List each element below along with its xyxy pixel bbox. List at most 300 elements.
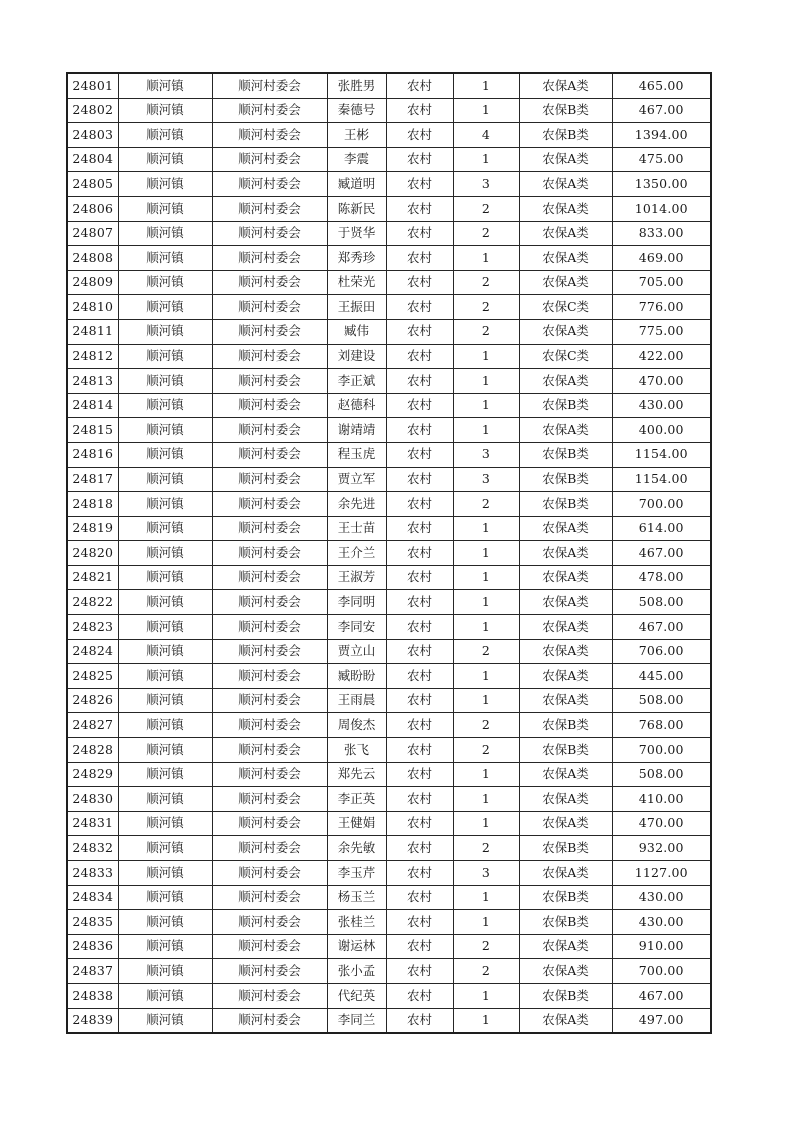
table-row [67, 959, 711, 984]
area-type-cell: 农村 [386, 196, 453, 221]
table-row [67, 295, 711, 320]
amount-cell: 430.00 [612, 910, 711, 935]
record-id-cell: 24837 [67, 959, 118, 984]
household-count-cell: 1 [453, 1008, 519, 1033]
amount-cell: 410.00 [612, 787, 711, 812]
record-id-cell: 24802 [67, 98, 118, 123]
town-cell: 顺河镇 [118, 639, 212, 664]
table-row [67, 713, 711, 738]
area-type-cell: 农村 [386, 295, 453, 320]
record-id-cell: 24830 [67, 787, 118, 812]
village-committee-cell: 顺河村委会 [212, 762, 327, 787]
record-id-cell: 24827 [67, 713, 118, 738]
household-count-cell: 1 [453, 246, 519, 271]
record-id-cell: 24825 [67, 664, 118, 689]
table-row [67, 492, 711, 517]
insurance-category-cell: 农保A类 [519, 565, 612, 590]
record-id-cell: 24833 [67, 861, 118, 886]
amount-cell: 706.00 [612, 639, 711, 664]
household-count-cell: 1 [453, 541, 519, 566]
household-count-cell: 2 [453, 221, 519, 246]
area-type-cell: 农村 [386, 73, 453, 98]
person-name-cell: 王介兰 [327, 541, 386, 566]
household-count-cell: 1 [453, 885, 519, 910]
household-count-cell: 2 [453, 295, 519, 320]
area-type-cell: 农村 [386, 861, 453, 886]
area-type-cell: 农村 [386, 639, 453, 664]
town-cell: 顺河镇 [118, 172, 212, 197]
village-committee-cell: 顺河村委会 [212, 1008, 327, 1033]
record-id-cell: 24818 [67, 492, 118, 517]
household-count-cell: 4 [453, 123, 519, 148]
household-count-cell: 1 [453, 565, 519, 590]
person-name-cell: 王淑芳 [327, 565, 386, 590]
record-id-cell: 24816 [67, 442, 118, 467]
town-cell: 顺河镇 [118, 295, 212, 320]
village-committee-cell: 顺河村委会 [212, 861, 327, 886]
table-row [67, 762, 711, 787]
table-row [67, 910, 711, 935]
area-type-cell: 农村 [386, 246, 453, 271]
town-cell: 顺河镇 [118, 934, 212, 959]
household-count-cell: 1 [453, 910, 519, 935]
record-id-cell: 24826 [67, 688, 118, 713]
insurance-category-cell: 农保A类 [519, 369, 612, 394]
table-row [67, 98, 711, 123]
insurance-category-cell: 农保A类 [519, 688, 612, 713]
household-count-cell: 1 [453, 664, 519, 689]
table-row [67, 565, 711, 590]
area-type-cell: 农村 [386, 836, 453, 861]
town-cell: 顺河镇 [118, 73, 212, 98]
insurance-category-cell: 农保B类 [519, 123, 612, 148]
insurance-category-cell: 农保A类 [519, 516, 612, 541]
table-row [67, 615, 711, 640]
household-count-cell: 1 [453, 983, 519, 1008]
village-committee-cell: 顺河村委会 [212, 787, 327, 812]
town-cell: 顺河镇 [118, 983, 212, 1008]
area-type-cell: 农村 [386, 344, 453, 369]
amount-cell: 1154.00 [612, 467, 711, 492]
person-name-cell: 臧道明 [327, 172, 386, 197]
insurance-category-cell: 农保A类 [519, 615, 612, 640]
village-committee-cell: 顺河村委会 [212, 319, 327, 344]
area-type-cell: 农村 [386, 123, 453, 148]
village-committee-cell: 顺河村委会 [212, 983, 327, 1008]
household-count-cell: 1 [453, 762, 519, 787]
beneficiary-table [66, 72, 712, 1034]
area-type-cell: 农村 [386, 959, 453, 984]
household-count-cell: 1 [453, 369, 519, 394]
insurance-category-cell: 农保A类 [519, 1008, 612, 1033]
village-committee-cell: 顺河村委会 [212, 393, 327, 418]
person-name-cell: 李同兰 [327, 1008, 386, 1033]
area-type-cell: 农村 [386, 713, 453, 738]
area-type-cell: 农村 [386, 147, 453, 172]
insurance-category-cell: 农保A类 [519, 541, 612, 566]
town-cell: 顺河镇 [118, 246, 212, 271]
record-id-cell: 24805 [67, 172, 118, 197]
amount-cell: 700.00 [612, 492, 711, 517]
household-count-cell: 2 [453, 319, 519, 344]
record-id-cell: 24811 [67, 319, 118, 344]
amount-cell: 470.00 [612, 811, 711, 836]
record-id-cell: 24829 [67, 762, 118, 787]
town-cell: 顺河镇 [118, 1008, 212, 1033]
village-committee-cell: 顺河村委会 [212, 713, 327, 738]
amount-cell: 1394.00 [612, 123, 711, 148]
area-type-cell: 农村 [386, 565, 453, 590]
household-count-cell: 1 [453, 811, 519, 836]
insurance-category-cell: 农保A类 [519, 418, 612, 443]
town-cell: 顺河镇 [118, 467, 212, 492]
amount-cell: 478.00 [612, 565, 711, 590]
town-cell: 顺河镇 [118, 98, 212, 123]
village-committee-cell: 顺河村委会 [212, 73, 327, 98]
area-type-cell: 农村 [386, 738, 453, 763]
insurance-category-cell: 农保A类 [519, 73, 612, 98]
record-id-cell: 24806 [67, 196, 118, 221]
town-cell: 顺河镇 [118, 369, 212, 394]
insurance-category-cell: 农保B类 [519, 98, 612, 123]
insurance-category-cell: 农保A类 [519, 787, 612, 812]
table-row [67, 590, 711, 615]
person-name-cell: 于贤华 [327, 221, 386, 246]
insurance-category-cell: 农保A类 [519, 246, 612, 271]
record-id-cell: 24810 [67, 295, 118, 320]
town-cell: 顺河镇 [118, 319, 212, 344]
insurance-category-cell: 农保A类 [519, 196, 612, 221]
amount-cell: 430.00 [612, 393, 711, 418]
area-type-cell: 农村 [386, 541, 453, 566]
town-cell: 顺河镇 [118, 442, 212, 467]
amount-cell: 932.00 [612, 836, 711, 861]
insurance-category-cell: 农保A类 [519, 664, 612, 689]
person-name-cell: 贾立军 [327, 467, 386, 492]
amount-cell: 470.00 [612, 369, 711, 394]
insurance-category-cell: 农保C类 [519, 344, 612, 369]
village-committee-cell: 顺河村委会 [212, 246, 327, 271]
table-row [67, 418, 711, 443]
household-count-cell: 2 [453, 959, 519, 984]
household-count-cell: 1 [453, 73, 519, 98]
town-cell: 顺河镇 [118, 713, 212, 738]
household-count-cell: 1 [453, 418, 519, 443]
amount-cell: 776.00 [612, 295, 711, 320]
insurance-category-cell: 农保B类 [519, 393, 612, 418]
person-name-cell: 陈新民 [327, 196, 386, 221]
person-name-cell: 郑先云 [327, 762, 386, 787]
household-count-cell: 1 [453, 98, 519, 123]
record-id-cell: 24819 [67, 516, 118, 541]
record-id-cell: 24817 [67, 467, 118, 492]
household-count-cell: 2 [453, 492, 519, 517]
person-name-cell: 李同明 [327, 590, 386, 615]
record-id-cell: 24809 [67, 270, 118, 295]
record-id-cell: 24822 [67, 590, 118, 615]
table-row [67, 664, 711, 689]
village-committee-cell: 顺河村委会 [212, 934, 327, 959]
table-row [67, 442, 711, 467]
area-type-cell: 农村 [386, 418, 453, 443]
household-count-cell: 2 [453, 270, 519, 295]
household-count-cell: 2 [453, 713, 519, 738]
amount-cell: 1350.00 [612, 172, 711, 197]
village-committee-cell: 顺河村委会 [212, 344, 327, 369]
record-id-cell: 24807 [67, 221, 118, 246]
area-type-cell: 农村 [386, 393, 453, 418]
town-cell: 顺河镇 [118, 418, 212, 443]
village-committee-cell: 顺河村委会 [212, 688, 327, 713]
table-row [67, 246, 711, 271]
town-cell: 顺河镇 [118, 910, 212, 935]
person-name-cell: 余先敏 [327, 836, 386, 861]
village-committee-cell: 顺河村委会 [212, 541, 327, 566]
town-cell: 顺河镇 [118, 147, 212, 172]
insurance-category-cell: 农保A类 [519, 221, 612, 246]
village-committee-cell: 顺河村委会 [212, 492, 327, 517]
record-id-cell: 24801 [67, 73, 118, 98]
table-row [67, 172, 711, 197]
person-name-cell: 张小孟 [327, 959, 386, 984]
person-name-cell: 刘建设 [327, 344, 386, 369]
town-cell: 顺河镇 [118, 541, 212, 566]
person-name-cell: 王士苗 [327, 516, 386, 541]
amount-cell: 508.00 [612, 762, 711, 787]
insurance-category-cell: 农保C类 [519, 295, 612, 320]
person-name-cell: 谢靖靖 [327, 418, 386, 443]
person-name-cell: 臧伟 [327, 319, 386, 344]
amount-cell: 465.00 [612, 73, 711, 98]
table-row [67, 73, 711, 98]
person-name-cell: 王雨晨 [327, 688, 386, 713]
insurance-category-cell: 农保A类 [519, 172, 612, 197]
household-count-cell: 1 [453, 344, 519, 369]
household-count-cell: 2 [453, 639, 519, 664]
record-id-cell: 24839 [67, 1008, 118, 1033]
record-id-cell: 24836 [67, 934, 118, 959]
insurance-category-cell: 农保A类 [519, 934, 612, 959]
person-name-cell: 王健娟 [327, 811, 386, 836]
person-name-cell: 杨玉兰 [327, 885, 386, 910]
town-cell: 顺河镇 [118, 738, 212, 763]
table-body [67, 73, 711, 1033]
village-committee-cell: 顺河村委会 [212, 836, 327, 861]
area-type-cell: 农村 [386, 98, 453, 123]
area-type-cell: 农村 [386, 492, 453, 517]
amount-cell: 1154.00 [612, 442, 711, 467]
village-committee-cell: 顺河村委会 [212, 885, 327, 910]
table-row [67, 885, 711, 910]
person-name-cell: 张飞 [327, 738, 386, 763]
town-cell: 顺河镇 [118, 959, 212, 984]
area-type-cell: 农村 [386, 885, 453, 910]
record-id-cell: 24815 [67, 418, 118, 443]
amount-cell: 1127.00 [612, 861, 711, 886]
person-name-cell: 臧盼盼 [327, 664, 386, 689]
area-type-cell: 农村 [386, 983, 453, 1008]
town-cell: 顺河镇 [118, 688, 212, 713]
town-cell: 顺河镇 [118, 590, 212, 615]
table-row [67, 934, 711, 959]
amount-cell: 469.00 [612, 246, 711, 271]
household-count-cell: 1 [453, 393, 519, 418]
village-committee-cell: 顺河村委会 [212, 172, 327, 197]
record-id-cell: 24823 [67, 615, 118, 640]
table-row [67, 738, 711, 763]
area-type-cell: 农村 [386, 467, 453, 492]
village-committee-cell: 顺河村委会 [212, 123, 327, 148]
village-committee-cell: 顺河村委会 [212, 639, 327, 664]
amount-cell: 1014.00 [612, 196, 711, 221]
table-row [67, 541, 711, 566]
amount-cell: 508.00 [612, 590, 711, 615]
record-id-cell: 24834 [67, 885, 118, 910]
town-cell: 顺河镇 [118, 615, 212, 640]
town-cell: 顺河镇 [118, 787, 212, 812]
table-row [67, 1008, 711, 1033]
person-name-cell: 张胜男 [327, 73, 386, 98]
table-row [67, 983, 711, 1008]
town-cell: 顺河镇 [118, 516, 212, 541]
village-committee-cell: 顺河村委会 [212, 811, 327, 836]
record-id-cell: 24813 [67, 369, 118, 394]
village-committee-cell: 顺河村委会 [212, 442, 327, 467]
town-cell: 顺河镇 [118, 492, 212, 517]
record-id-cell: 24838 [67, 983, 118, 1008]
village-committee-cell: 顺河村委会 [212, 590, 327, 615]
table-row [67, 221, 711, 246]
town-cell: 顺河镇 [118, 861, 212, 886]
amount-cell: 422.00 [612, 344, 711, 369]
village-committee-cell: 顺河村委会 [212, 221, 327, 246]
table-row [67, 393, 711, 418]
person-name-cell: 李正斌 [327, 369, 386, 394]
area-type-cell: 农村 [386, 762, 453, 787]
person-name-cell: 李震 [327, 147, 386, 172]
table-row [67, 516, 711, 541]
household-count-cell: 3 [453, 442, 519, 467]
town-cell: 顺河镇 [118, 811, 212, 836]
town-cell: 顺河镇 [118, 664, 212, 689]
person-name-cell: 李玉芹 [327, 861, 386, 886]
insurance-category-cell: 农保B类 [519, 713, 612, 738]
household-count-cell: 3 [453, 172, 519, 197]
town-cell: 顺河镇 [118, 221, 212, 246]
amount-cell: 775.00 [612, 319, 711, 344]
village-committee-cell: 顺河村委会 [212, 295, 327, 320]
village-committee-cell: 顺河村委会 [212, 467, 327, 492]
table-row [67, 196, 711, 221]
town-cell: 顺河镇 [118, 123, 212, 148]
village-committee-cell: 顺河村委会 [212, 615, 327, 640]
village-committee-cell: 顺河村委会 [212, 959, 327, 984]
amount-cell: 467.00 [612, 98, 711, 123]
village-committee-cell: 顺河村委会 [212, 664, 327, 689]
area-type-cell: 农村 [386, 270, 453, 295]
insurance-category-cell: 农保A类 [519, 861, 612, 886]
insurance-category-cell: 农保B类 [519, 467, 612, 492]
village-committee-cell: 顺河村委会 [212, 738, 327, 763]
record-id-cell: 24803 [67, 123, 118, 148]
area-type-cell: 农村 [386, 811, 453, 836]
record-id-cell: 24814 [67, 393, 118, 418]
record-id-cell: 24808 [67, 246, 118, 271]
amount-cell: 475.00 [612, 147, 711, 172]
record-id-cell: 24821 [67, 565, 118, 590]
area-type-cell: 农村 [386, 590, 453, 615]
household-count-cell: 2 [453, 738, 519, 763]
area-type-cell: 农村 [386, 1008, 453, 1033]
household-count-cell: 2 [453, 196, 519, 221]
household-count-cell: 2 [453, 934, 519, 959]
area-type-cell: 农村 [386, 688, 453, 713]
record-id-cell: 24804 [67, 147, 118, 172]
person-name-cell: 周俊杰 [327, 713, 386, 738]
person-name-cell: 张桂兰 [327, 910, 386, 935]
person-name-cell: 秦德号 [327, 98, 386, 123]
record-id-cell: 24820 [67, 541, 118, 566]
person-name-cell: 谢运林 [327, 934, 386, 959]
insurance-category-cell: 农保B类 [519, 885, 612, 910]
area-type-cell: 农村 [386, 319, 453, 344]
amount-cell: 768.00 [612, 713, 711, 738]
table-row [67, 270, 711, 295]
insurance-category-cell: 农保A类 [519, 811, 612, 836]
amount-cell: 445.00 [612, 664, 711, 689]
area-type-cell: 农村 [386, 910, 453, 935]
town-cell: 顺河镇 [118, 196, 212, 221]
area-type-cell: 农村 [386, 172, 453, 197]
area-type-cell: 农村 [386, 934, 453, 959]
insurance-category-cell: 农保A类 [519, 762, 612, 787]
household-count-cell: 2 [453, 836, 519, 861]
area-type-cell: 农村 [386, 615, 453, 640]
insurance-category-cell: 农保A类 [519, 270, 612, 295]
household-count-cell: 1 [453, 688, 519, 713]
person-name-cell: 李同安 [327, 615, 386, 640]
village-committee-cell: 顺河村委会 [212, 196, 327, 221]
insurance-category-cell: 农保A类 [519, 147, 612, 172]
amount-cell: 614.00 [612, 516, 711, 541]
record-id-cell: 24828 [67, 738, 118, 763]
table-row [67, 123, 711, 148]
person-name-cell: 王振田 [327, 295, 386, 320]
household-count-cell: 3 [453, 467, 519, 492]
person-name-cell: 赵德科 [327, 393, 386, 418]
insurance-category-cell: 农保A类 [519, 959, 612, 984]
amount-cell: 910.00 [612, 934, 711, 959]
town-cell: 顺河镇 [118, 393, 212, 418]
amount-cell: 508.00 [612, 688, 711, 713]
village-committee-cell: 顺河村委会 [212, 910, 327, 935]
area-type-cell: 农村 [386, 516, 453, 541]
insurance-category-cell: 农保A类 [519, 319, 612, 344]
person-name-cell: 贾立山 [327, 639, 386, 664]
area-type-cell: 农村 [386, 787, 453, 812]
insurance-category-cell: 农保B类 [519, 442, 612, 467]
area-type-cell: 农村 [386, 442, 453, 467]
amount-cell: 467.00 [612, 615, 711, 640]
record-id-cell: 24824 [67, 639, 118, 664]
town-cell: 顺河镇 [118, 565, 212, 590]
table-row [67, 344, 711, 369]
village-committee-cell: 顺河村委会 [212, 565, 327, 590]
person-name-cell: 李正英 [327, 787, 386, 812]
town-cell: 顺河镇 [118, 344, 212, 369]
amount-cell: 700.00 [612, 959, 711, 984]
amount-cell: 467.00 [612, 983, 711, 1008]
